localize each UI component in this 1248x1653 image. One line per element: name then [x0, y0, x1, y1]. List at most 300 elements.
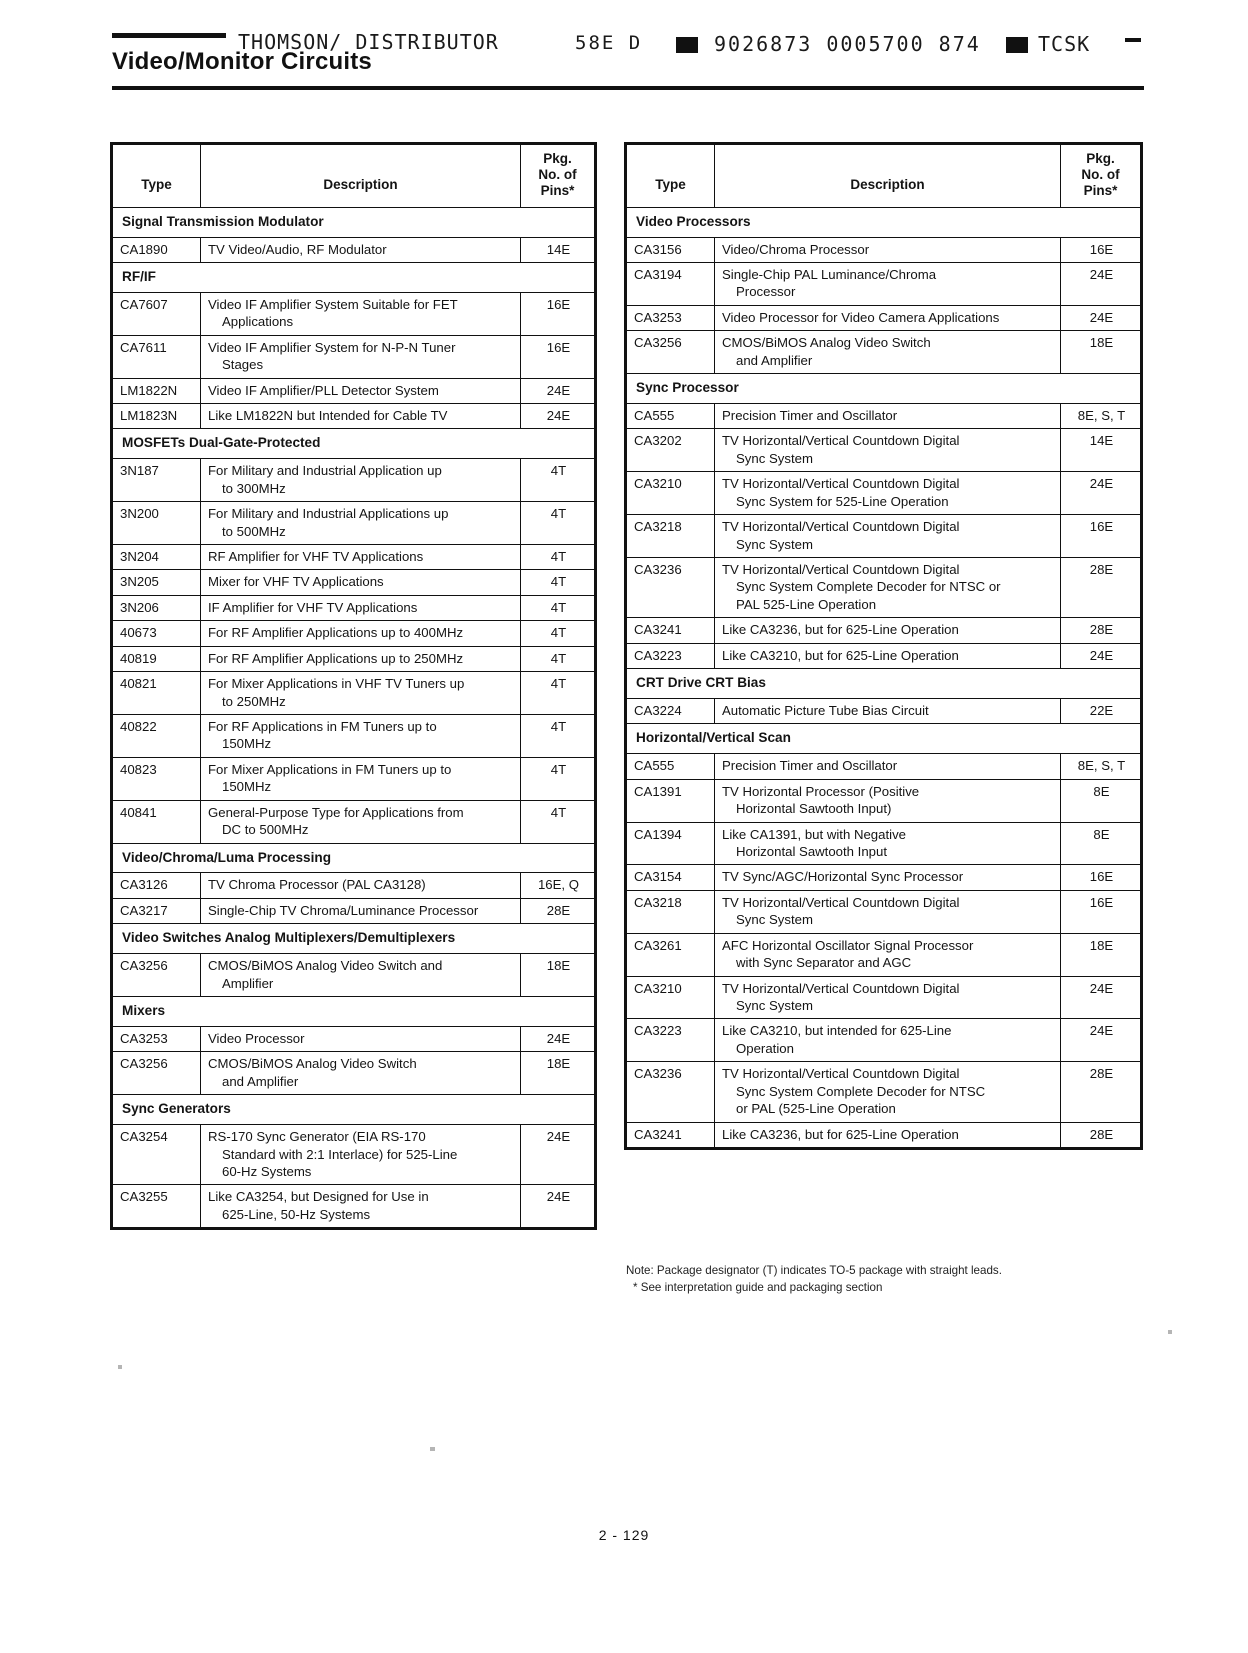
- cell-pins: 24E: [1061, 643, 1141, 668]
- pins-line2: No. of: [1081, 167, 1120, 183]
- cell-description: [201, 873, 521, 898]
- cell-type: CA3253: [627, 305, 715, 330]
- cell-pins: 4T: [521, 621, 595, 646]
- description-line: to 500MHz: [222, 523, 286, 539]
- cell-pins: 28E: [1061, 1062, 1141, 1122]
- cell-type: CA3223: [627, 1019, 715, 1062]
- cell-pins: 24E: [521, 1027, 595, 1052]
- cell-pins: 24E: [521, 403, 595, 428]
- table-row: [627, 643, 1141, 668]
- description-line: with Sync Separator and AGC: [736, 955, 912, 971]
- cell-pins: 18E: [521, 954, 595, 997]
- description-line: Video/Chroma Processor: [722, 241, 870, 257]
- cell-pins: 8E: [1061, 779, 1141, 822]
- description-line: For RF Amplifier Applications up to 400MHz: [208, 625, 464, 641]
- cell-description: [201, 403, 521, 428]
- cell-pins: 24E: [521, 378, 595, 403]
- pins-line1: Pkg.: [1086, 151, 1115, 166]
- cell-type: CA3154: [627, 865, 715, 890]
- cell-description: [715, 976, 1061, 1019]
- cell-description: [201, 545, 521, 570]
- section-label: Horizontal/Vertical Scan: [627, 724, 1141, 754]
- description-line: Precision Timer and Oscillator: [722, 758, 898, 774]
- cell-description: [201, 595, 521, 620]
- description-line: to 300MHz: [222, 480, 286, 496]
- description-line: For Military and Industrial Applications up: [208, 506, 449, 522]
- description-line: Applications: [222, 314, 294, 330]
- table-notes: [626, 1262, 1146, 1297]
- description-line: Video Processor: [208, 1031, 305, 1046]
- description-line: TV Video/Audio, RF Modulator: [208, 241, 387, 257]
- description-line: TV Horizontal Processor (Positive: [722, 783, 920, 799]
- section-label: Signal Transmission Modulator: [113, 207, 595, 237]
- pins-line1: Pkg.: [543, 151, 572, 166]
- cell-pins: 24E: [1061, 472, 1141, 515]
- description-line: Horizontal Sawtooth Input): [736, 801, 892, 817]
- table-row: [627, 429, 1141, 472]
- table-row: [627, 976, 1141, 1019]
- table-row: [113, 545, 595, 570]
- cell-type: 40841: [113, 800, 201, 843]
- description-line: 60-Hz Systems: [222, 1164, 312, 1180]
- cell-pins: 4T: [521, 570, 595, 595]
- cell-description: [715, 472, 1061, 515]
- section-label: RF/IF: [113, 262, 595, 292]
- section-label: Video Switches Analog Multiplexers/Demultiplexers: [113, 924, 595, 954]
- description-line: Mixer for VHF TV Applications: [208, 574, 384, 590]
- table-row: [113, 570, 595, 595]
- table-row: [113, 1125, 595, 1185]
- pins-line3: Pins*: [1083, 183, 1118, 199]
- cell-description: [201, 621, 521, 646]
- cell-pins: 16E: [1061, 237, 1141, 262]
- cell-description: [201, 570, 521, 595]
- pins-line2: No. of: [538, 167, 577, 183]
- cell-pins: 4T: [521, 502, 595, 545]
- table-row: [113, 672, 595, 715]
- table-row: [627, 237, 1141, 262]
- header-top-rule: [112, 33, 226, 38]
- header-dash: [1125, 38, 1141, 42]
- cell-description: [715, 331, 1061, 374]
- cell-pins: 16E: [521, 335, 595, 378]
- cell-pins: 16E: [1061, 890, 1141, 933]
- cell-pins: 4T: [521, 459, 595, 502]
- table-header-row: [627, 145, 1141, 208]
- cell-type: CA3224: [627, 698, 715, 723]
- description-line: Sync System: [736, 450, 813, 466]
- section-label: Video/Chroma/Luma Processing: [113, 843, 595, 873]
- description-line: Processor: [736, 284, 796, 300]
- cell-type: CA3194: [627, 262, 715, 305]
- section-label: MOSFETs Dual-Gate-Protected: [113, 429, 595, 459]
- description-line: TV Horizontal/Vertical Countdown Digital: [722, 894, 960, 910]
- table-row: [627, 1062, 1141, 1122]
- description-line: Like CA3210, but for 625-Line Operation: [722, 647, 959, 663]
- table-section-header: [113, 429, 595, 459]
- cell-description: [201, 1185, 521, 1228]
- description-line: and Amplifier: [222, 1073, 299, 1089]
- section-label: Video Processors: [627, 207, 1141, 237]
- cell-description: [201, 1052, 521, 1095]
- cell-type: 3N206: [113, 595, 201, 620]
- cell-pins: 24E: [1061, 262, 1141, 305]
- cell-description: [201, 898, 521, 923]
- description-line: CMOS/BiMOS Analog Video Switch: [208, 1056, 417, 1072]
- description-line: Standard with 2:1 Interlace) for 525-Line: [222, 1146, 458, 1162]
- cell-type: 3N200: [113, 502, 201, 545]
- description-line: Like CA3254, but Designed for Use in: [208, 1189, 429, 1205]
- cell-pins: 24E: [1061, 1019, 1141, 1062]
- col-header-description: Description: [715, 145, 1061, 208]
- description-line: TV Horizontal/Vertical Countdown Digital: [722, 1066, 960, 1082]
- table-row: [627, 403, 1141, 428]
- cell-type: 3N187: [113, 459, 201, 502]
- table-section-header: [627, 724, 1141, 754]
- cell-description: [201, 459, 521, 502]
- section-label: Sync Generators: [113, 1095, 595, 1125]
- cell-description: [715, 643, 1061, 668]
- table-row: [113, 335, 595, 378]
- cell-pins: 28E: [1061, 618, 1141, 643]
- table-section-header: [113, 262, 595, 292]
- cell-type: CA3256: [113, 954, 201, 997]
- cell-type: CA7611: [113, 335, 201, 378]
- cell-type: CA3241: [627, 1122, 715, 1147]
- col-header-type: Type: [627, 145, 715, 208]
- cell-type: CA1890: [113, 237, 201, 262]
- cell-pins: 14E: [1061, 429, 1141, 472]
- cell-pins: 24E: [1061, 305, 1141, 330]
- table-row: [627, 754, 1141, 779]
- cell-description: [715, 305, 1061, 330]
- description-line: TV Horizontal/Vertical Countdown Digital: [722, 980, 960, 996]
- description-line: Single-Chip PAL Luminance/Chroma: [722, 266, 937, 282]
- cell-description: [201, 646, 521, 671]
- description-line: RF Amplifier for VHF TV Applications: [208, 549, 424, 565]
- table-row: [113, 898, 595, 923]
- description-line: Like CA3236, but for 625-Line Operation: [722, 1126, 959, 1142]
- cell-pins: 18E: [1061, 933, 1141, 976]
- table-row: [113, 237, 595, 262]
- description-line: TV Horizontal/Vertical Countdown Digital: [722, 561, 960, 577]
- description-line: PAL 525-Line Operation: [736, 596, 877, 612]
- cell-description: [201, 714, 521, 757]
- cell-pins: 8E, S, T: [1061, 403, 1141, 428]
- table-row: [113, 378, 595, 403]
- table-row: [627, 472, 1141, 515]
- table-row: [627, 331, 1141, 374]
- section-label: CRT Drive CRT Bias: [627, 669, 1141, 699]
- table-header-row: [113, 145, 595, 208]
- cell-description: [201, 800, 521, 843]
- description-line: Like CA3236, but for 625-Line Operation: [722, 622, 959, 638]
- right-product-table: [624, 142, 1143, 1150]
- cell-description: [715, 515, 1061, 558]
- cell-type: CA3217: [113, 898, 201, 923]
- description-line: Video Processor for Video Camera Applications: [722, 309, 1000, 325]
- description-line: Video IF Amplifier System for N-P-N Tuner: [208, 339, 456, 355]
- cell-description: [715, 1122, 1061, 1147]
- description-line: and Amplifier: [736, 352, 813, 368]
- description-line: CMOS/BiMOS Analog Video Switch and: [208, 958, 443, 974]
- cell-type: CA1394: [627, 822, 715, 865]
- table-row: [113, 757, 595, 800]
- cell-type: CA3253: [113, 1027, 201, 1052]
- cell-description: [715, 754, 1061, 779]
- description-line: Sync System: [736, 997, 813, 1013]
- cell-description: [715, 262, 1061, 305]
- description-line: General-Purpose Type for Applications from: [208, 804, 464, 820]
- section-label: Sync Processor: [627, 374, 1141, 404]
- cell-type: CA1391: [627, 779, 715, 822]
- section-label: Mixers: [113, 997, 595, 1027]
- cell-type: LM1823N: [113, 403, 201, 428]
- description-line: TV Sync/AGC/Horizontal Sync Processor: [722, 869, 964, 885]
- cell-type: CA3256: [627, 331, 715, 374]
- cell-pins: 4T: [521, 646, 595, 671]
- cell-type: CA3156: [627, 237, 715, 262]
- cell-description: [715, 1019, 1061, 1062]
- cell-type: CA3218: [627, 890, 715, 933]
- table-section-header: [113, 924, 595, 954]
- cell-pins: 8E, S, T: [1061, 754, 1141, 779]
- cell-pins: 22E: [1061, 698, 1141, 723]
- cell-type: CA7607: [113, 292, 201, 335]
- description-line: Video IF Amplifier/PLL Detector System: [208, 382, 439, 398]
- cell-description: [715, 429, 1061, 472]
- description-line: For Military and Industrial Application up: [208, 463, 442, 479]
- table-section-header: [627, 207, 1141, 237]
- table-row: [627, 890, 1141, 933]
- cell-type: CA3210: [627, 472, 715, 515]
- cell-description: [715, 618, 1061, 643]
- cell-pins: 4T: [521, 545, 595, 570]
- cell-pins: 28E: [1061, 557, 1141, 617]
- description-line: 150MHz: [222, 779, 272, 795]
- description-line: Stages: [222, 357, 264, 373]
- table-row: [113, 714, 595, 757]
- header-suffix: TCSK: [1038, 32, 1091, 56]
- cell-type: CA3223: [627, 643, 715, 668]
- description-line: AFC Horizontal Oscillator Signal Processor: [722, 937, 974, 953]
- description-line: CMOS/BiMOS Analog Video Switch: [722, 335, 931, 351]
- cell-pins: 24E: [521, 1185, 595, 1228]
- cell-pins: 28E: [1061, 1122, 1141, 1147]
- cell-description: [715, 557, 1061, 617]
- cell-pins: 4T: [521, 595, 595, 620]
- barcode-block-right: [1006, 37, 1028, 53]
- table-row: [113, 1052, 595, 1095]
- description-line: TV Horizontal/Vertical Countdown Digital: [722, 519, 960, 535]
- table-section-header: [627, 374, 1141, 404]
- table-row: [627, 865, 1141, 890]
- col-header-description: Description: [201, 145, 521, 208]
- description-line: Sync System for 525-Line Operation: [736, 493, 949, 509]
- table-row: [113, 621, 595, 646]
- description-line: For RF Applications in FM Tuners up to: [208, 718, 437, 734]
- cell-description: [201, 954, 521, 997]
- cell-type: 40819: [113, 646, 201, 671]
- barcode-number: 9026873 0005700 874: [714, 32, 981, 56]
- cell-description: [201, 378, 521, 403]
- cell-type: CA3236: [627, 557, 715, 617]
- left-product-table: [110, 142, 597, 1230]
- col-header-pins: [1061, 145, 1141, 208]
- description-line: Automatic Picture Tube Bias Circuit: [722, 702, 929, 718]
- description-line: Sync System: [736, 912, 813, 928]
- cell-type: CA555: [627, 403, 715, 428]
- note-package-designator: Note: Package designator (T) indicates TO-5 package with straight leads.: [626, 1264, 1002, 1277]
- description-line: Operation: [736, 1040, 794, 1056]
- cell-pins: 16E: [1061, 865, 1141, 890]
- cell-type: CA3210: [627, 976, 715, 1019]
- description-line: to 250MHz: [222, 693, 286, 709]
- page-number: 2 - 129: [598, 1527, 650, 1543]
- table-row: [113, 1185, 595, 1228]
- cell-description: [715, 1062, 1061, 1122]
- table-row: [113, 646, 595, 671]
- table-row: [113, 502, 595, 545]
- table-section-header: [113, 843, 595, 873]
- cell-type: CA555: [627, 754, 715, 779]
- cell-description: [715, 822, 1061, 865]
- description-line: For RF Amplifier Applications up to 250MHz: [208, 650, 464, 666]
- description-line: TV Chroma Processor (PAL CA3128): [208, 877, 426, 893]
- cell-type: 40673: [113, 621, 201, 646]
- cell-type: 3N204: [113, 545, 201, 570]
- cell-pins: 16E, Q: [521, 873, 595, 898]
- cell-description: [201, 672, 521, 715]
- header-code: 58E D: [575, 32, 643, 54]
- col-header-type: Type: [113, 145, 201, 208]
- table-row: [113, 1027, 595, 1052]
- header-bottom-rule: [112, 86, 1144, 90]
- table-row: [627, 933, 1141, 976]
- table-section-header: [627, 669, 1141, 699]
- cell-description: [715, 890, 1061, 933]
- table-row: [627, 1122, 1141, 1147]
- cell-description: [201, 292, 521, 335]
- cell-description: [201, 1027, 521, 1052]
- cell-pins: 18E: [521, 1052, 595, 1095]
- description-line: TV Horizontal/Vertical Countdown Digital: [722, 433, 960, 449]
- cell-description: [715, 698, 1061, 723]
- scan-speck: [430, 1447, 435, 1451]
- description-line: DC to 500MHz: [222, 822, 309, 838]
- col-header-pins: [521, 145, 595, 208]
- cell-type: 3N205: [113, 570, 201, 595]
- cell-description: [715, 237, 1061, 262]
- cell-pins: 4T: [521, 757, 595, 800]
- description-line: Sync System: [736, 536, 813, 552]
- cell-type: CA3236: [627, 1062, 715, 1122]
- description-line: TV Horizontal/Vertical Countdown Digital: [722, 476, 960, 492]
- cell-pins: 24E: [1061, 976, 1141, 1019]
- description-line: For Mixer Applications in VHF TV Tuners up: [208, 676, 465, 692]
- table-row: [627, 262, 1141, 305]
- table-row: [113, 954, 595, 997]
- cell-type: 40822: [113, 714, 201, 757]
- cell-description: [715, 779, 1061, 822]
- cell-type: CA3254: [113, 1125, 201, 1185]
- cell-pins: 24E: [521, 1125, 595, 1185]
- scan-speck: [118, 1365, 122, 1369]
- table-section-header: [113, 207, 595, 237]
- cell-description: [201, 502, 521, 545]
- cell-pins: 8E: [1061, 822, 1141, 865]
- cell-type: CA3202: [627, 429, 715, 472]
- cell-description: [715, 865, 1061, 890]
- cell-type: CA3261: [627, 933, 715, 976]
- description-line: RS-170 Sync Generator (EIA RS-170: [208, 1129, 426, 1145]
- cell-pins: 4T: [521, 800, 595, 843]
- cell-pins: 16E: [521, 292, 595, 335]
- cell-description: [715, 933, 1061, 976]
- description-line: Single-Chip TV Chroma/Luminance Processor: [208, 902, 479, 918]
- table-row: [627, 822, 1141, 865]
- table-row: [627, 1019, 1141, 1062]
- cell-pins: 4T: [521, 714, 595, 757]
- description-line: Sync System Complete Decoder for NTSC: [736, 1083, 986, 1099]
- cell-pins: 4T: [521, 672, 595, 715]
- description-line: IF Amplifier for VHF TV Applications: [208, 599, 418, 615]
- cell-pins: 28E: [521, 898, 595, 923]
- description-line: Like LM1822N but Intended for Cable TV: [208, 407, 448, 423]
- description-line: Sync System Complete Decoder for NTSC or: [736, 579, 1001, 595]
- description-line: Amplifier: [222, 975, 274, 991]
- cell-type: CA3255: [113, 1185, 201, 1228]
- pins-line3: Pins*: [540, 183, 575, 199]
- description-line: Like CA1391, but with Negative: [722, 826, 907, 842]
- description-line: 150MHz: [222, 736, 272, 752]
- distributor-stamp: THOMSON/ DISTRIBUTOR: [238, 30, 499, 54]
- cell-description: [201, 757, 521, 800]
- description-line: or PAL (525-Line Operation: [736, 1101, 896, 1117]
- table-row: [113, 873, 595, 898]
- cell-type: CA3126: [113, 873, 201, 898]
- cell-type: 40823: [113, 757, 201, 800]
- cell-type: CA3256: [113, 1052, 201, 1095]
- description-line: 625-Line, 50-Hz Systems: [222, 1206, 371, 1222]
- table-row: [627, 557, 1141, 617]
- cell-type: 40821: [113, 672, 201, 715]
- table-row: [627, 618, 1141, 643]
- cell-type: LM1822N: [113, 378, 201, 403]
- description-line: Precision Timer and Oscillator: [722, 407, 898, 423]
- table-row: [627, 779, 1141, 822]
- description-line: Horizontal Sawtooth Input: [736, 844, 888, 860]
- cell-description: [201, 1125, 521, 1185]
- table-row: [113, 403, 595, 428]
- table-section-header: [113, 997, 595, 1027]
- description-line: Like CA3210, but intended for 625-Line: [722, 1023, 952, 1039]
- description-line: For Mixer Applications in FM Tuners up to: [208, 761, 452, 777]
- cell-type: CA3241: [627, 618, 715, 643]
- table-row: [113, 292, 595, 335]
- table-row: [113, 800, 595, 843]
- cell-pins: 18E: [1061, 331, 1141, 374]
- cell-type: CA3218: [627, 515, 715, 558]
- table-row: [113, 595, 595, 620]
- barcode-block-left: [676, 37, 698, 53]
- note-interpretation-guide: * See interpretation guide and packaging section: [633, 1281, 883, 1295]
- cell-pins: 16E: [1061, 515, 1141, 558]
- description-line: Video IF Amplifier System Suitable for FET: [208, 296, 458, 312]
- table-row: [627, 698, 1141, 723]
- table-section-header: [113, 1095, 595, 1125]
- table-row: [627, 515, 1141, 558]
